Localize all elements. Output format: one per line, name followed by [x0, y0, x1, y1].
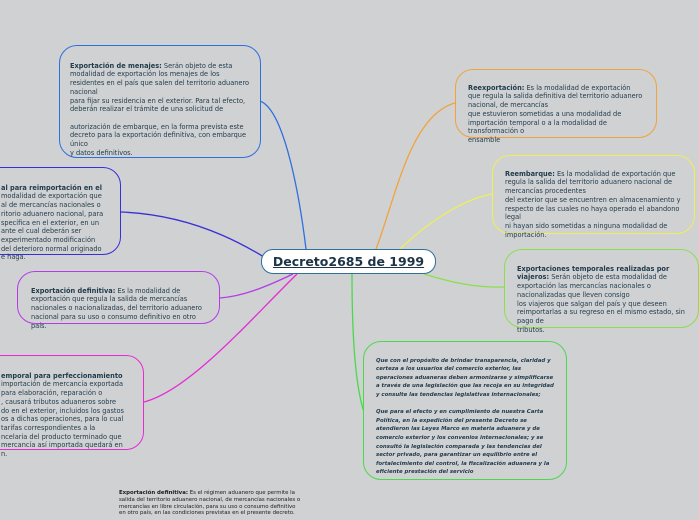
node-exportacion-definitiva[interactable] — [17, 271, 220, 330]
central-topic[interactable]: Decreto2685 de 1999 — [261, 249, 436, 274]
node-body: Serán objeto de esta modalidad de exportación las mercancías nacionales o nacionalizadas que lleven consigo los viajeros que salgan del país y que deseen reimportarlas a su regreso en el mismo estado, sin pago de tributos. — [517, 273, 685, 334]
node-body: modalidad de exportación que al de mercancías nacionales o ritorio aduanero nacional, para specífica en el exterior, en un ante el cual deberán ser experimentado modificación del deterioro normal originado e haga. — [1, 192, 104, 262]
node-title: Reembarque: — [505, 169, 555, 178]
floating-body: Es el régimen aduanero que permite la salida del territorio aduanero nacional, de mercancías nacionales o mercancías en libre circulación, para su uso o consumo definitivo en otro país, en las condiciones previstas en el presente decreto. — [119, 490, 301, 517]
node-title: Exportación de menajes: — [70, 61, 162, 70]
node-title: Exportación definitiva: — [31, 286, 116, 295]
floating-title: Exportación definitiva: — [119, 490, 188, 496]
link-reembarque — [400, 194, 492, 249]
node-body: importación de mercancía exportada para elaboración, reparación o , causará tributos aduaneros sobre do en el exterior, incluidos los gastos os a dichas operaciones, para lo cual tarifas correspondientes a la ncelaria del producto terminado que mercancía así importada quedará en n. — [1, 380, 124, 459]
link-reexportacion — [376, 103, 455, 249]
node-exportacion-menajes[interactable] — [59, 45, 261, 158]
node-title: Reexportación: — [468, 83, 525, 92]
node-body: Que con el propósito de brindar transparencia, claridad y certeza a los usuarios del comercio exterior, las operaciones aduaneras deben armonizarse y simplificarse a través de una legislación que las recoja en su integridad y consulte las tendencias legislativas internacionales; Que para el efecto y en cumplimiento de nuestra Carta Política, en la expedición del presente Decreto se atendieron las Leyes Marco en materia aduanera y de comercio exterior y los convenios internacionales; y se consultó la legislación comparada y las tendencias del sector privado, para garantizar un equilibrio entre el fortalecimiento del control, la fiscalización aduanera y la eficiente prestación del servicio — [376, 357, 554, 476]
node-reembarque[interactable] — [492, 155, 695, 239]
node-title: emporal para perfeccionamiento — [1, 371, 123, 380]
link-definitiva — [220, 274, 293, 298]
node-body: Es la modalidad de exportación que regula la salida de mercancías nacionales o nacionalizadas, del territorio aduanero nacional para su uso o consumo definitivo en otro país. — [31, 286, 202, 330]
node-perfeccionamiento[interactable] — [0, 355, 144, 459]
node-reexportacion[interactable] — [455, 69, 657, 144]
node-title: al para reimportación en el — [1, 183, 103, 192]
node-exportaciones-temporales[interactable] — [504, 249, 699, 334]
node-body: Es la modalidad de exportación que regula la salida definitiva del territorio aduanero nacional, de mercancías que estuvieron sometidas a una modalidad de importación temporal o a la modalidad de transformación o ensamble — [468, 83, 643, 144]
floating-topic-exportacion-definitiva[interactable] — [119, 490, 301, 517]
link-temporales — [424, 274, 504, 287]
node-considerandos[interactable] — [363, 341, 567, 480]
link-menajes — [260, 101, 306, 249]
node-reimportacion[interactable] — [0, 167, 121, 262]
node-title: Exportaciones temporales realizadas por viajeros: — [517, 264, 670, 282]
node-body: Es la modalidad de exportación que regula la salida del territorio aduanero nacional de mercancías procedentes del exterior que se encuentren en almacenamiento y respecto de las cuales no haya operado el abandono legal ni hayan sido sometidas a ninguna modalidad de importación. — [505, 169, 681, 239]
node-body: Serán objeto de esta modalidad de exportación los menajes de los residentes en el país que salen del territorio aduanero nacional para fijar su residencia en el exterior. Para tal efecto, deberán realizar el trámite de una solicitud de autorización de embarque, en la forma prevista este decreto para la exportación definitiva, con embarque único y datos definitivos. — [70, 61, 250, 157]
